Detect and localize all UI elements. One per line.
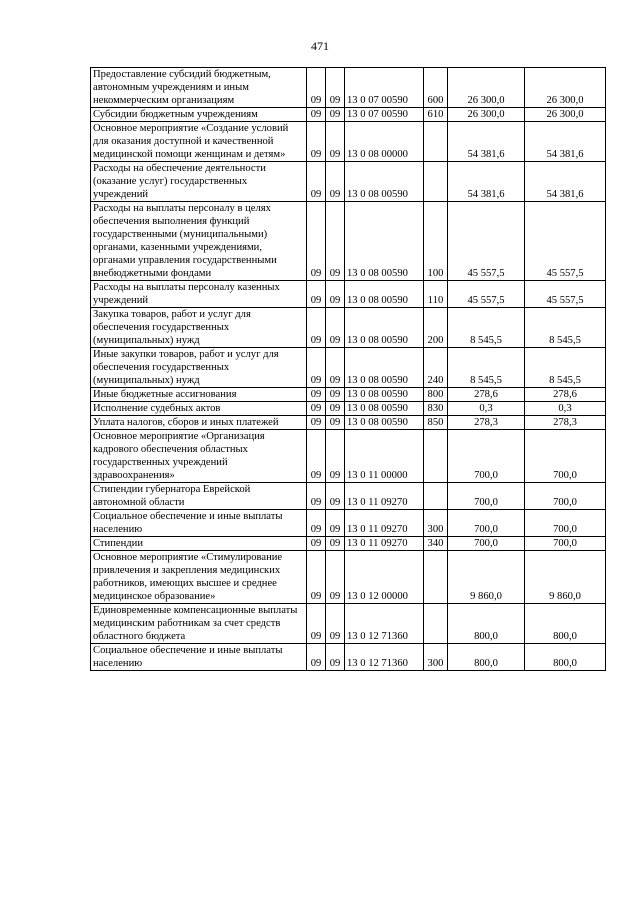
amount-1: 700,0 [448, 510, 525, 537]
subsection-code: 09 [326, 281, 345, 308]
row-name: Единовременные компенсационные выплаты медицинским работникам за счет средств областного бюджета [91, 604, 307, 644]
section-code: 09 [307, 108, 326, 122]
section-code: 09 [307, 402, 326, 416]
amount-2: 26 300,0 [525, 68, 606, 108]
expense-type-code: 800 [424, 388, 448, 402]
amount-1: 45 557,5 [448, 202, 525, 281]
expense-type-code: 600 [424, 68, 448, 108]
amount-1: 9 860,0 [448, 551, 525, 604]
row-name: Закупка товаров, работ и услуг для обеспечения государственных (муниципальных) нужд [91, 308, 307, 348]
section-code: 09 [307, 281, 326, 308]
table-row [91, 604, 606, 644]
expense-type-code: 110 [424, 281, 448, 308]
section-code: 09 [307, 162, 326, 202]
row-name: Расходы на обеспечение деятельности (оказание услуг) государственных учреждений [91, 162, 307, 202]
subsection-code: 09 [326, 202, 345, 281]
section-code: 09 [307, 348, 326, 388]
amount-2: 700,0 [525, 483, 606, 510]
table-row [91, 416, 606, 430]
table-row [91, 510, 606, 537]
target-article-code: 13 0 11 09270 [345, 510, 424, 537]
target-article-code: 13 0 08 00590 [345, 281, 424, 308]
page-number: 471 [311, 39, 329, 53]
row-name: Основное мероприятие «Организация кадрового обеспечения областных государственных учреждений здравоохранения» [91, 430, 307, 483]
amount-2: 700,0 [525, 510, 606, 537]
amount-1: 26 300,0 [448, 108, 525, 122]
expense-type-code [424, 122, 448, 162]
table-row [91, 644, 606, 671]
target-article-code: 13 0 11 09270 [345, 537, 424, 551]
section-code: 09 [307, 551, 326, 604]
expense-type-code: 100 [424, 202, 448, 281]
section-code: 09 [307, 308, 326, 348]
subsection-code: 09 [326, 551, 345, 604]
expense-type-code [424, 162, 448, 202]
section-code: 09 [307, 537, 326, 551]
row-name: Расходы на выплаты персоналу казенных учреждений [91, 281, 307, 308]
table-row [91, 348, 606, 388]
row-name: Социальное обеспечение и иные выплаты населению [91, 510, 307, 537]
subsection-code: 09 [326, 122, 345, 162]
amount-2: 26 300,0 [525, 108, 606, 122]
target-article-code: 13 0 08 00590 [345, 308, 424, 348]
target-article-code: 13 0 08 00590 [345, 388, 424, 402]
amount-1: 54 381,6 [448, 122, 525, 162]
table-row [91, 308, 606, 348]
section-code: 09 [307, 483, 326, 510]
table-row [91, 537, 606, 551]
table-row [91, 388, 606, 402]
table-row [91, 402, 606, 416]
target-article-code: 13 0 07 00590 [345, 68, 424, 108]
section-code: 09 [307, 510, 326, 537]
subsection-code: 09 [326, 430, 345, 483]
subsection-code: 09 [326, 402, 345, 416]
subsection-code: 09 [326, 68, 345, 108]
expense-type-code [424, 604, 448, 644]
expense-type-code: 200 [424, 308, 448, 348]
amount-2: 8 545,5 [525, 348, 606, 388]
row-name: Предоставление субсидий бюджетным, автономным учреждениям и иным некоммерческим организациям [91, 68, 307, 108]
amount-2: 800,0 [525, 644, 606, 671]
expense-type-code [424, 430, 448, 483]
section-code: 09 [307, 430, 326, 483]
amount-1: 8 545,5 [448, 308, 525, 348]
row-name: Исполнение судебных актов [91, 402, 307, 416]
subsection-code: 09 [326, 388, 345, 402]
row-name: Основное мероприятие «Создание условий для оказания доступной и качественной медицинской помощи женщинам и детям» [91, 122, 307, 162]
amount-1: 700,0 [448, 430, 525, 483]
table-row [91, 551, 606, 604]
subsection-code: 09 [326, 604, 345, 644]
amount-1: 26 300,0 [448, 68, 525, 108]
subsection-code: 09 [326, 308, 345, 348]
subsection-code: 09 [326, 510, 345, 537]
section-code: 09 [307, 202, 326, 281]
amount-1: 278,3 [448, 416, 525, 430]
expense-type-code [424, 551, 448, 604]
amount-1: 800,0 [448, 644, 525, 671]
target-article-code: 13 0 11 09270 [345, 483, 424, 510]
amount-1: 8 545,5 [448, 348, 525, 388]
target-article-code: 13 0 12 00000 [345, 551, 424, 604]
amount-2: 45 557,5 [525, 202, 606, 281]
row-name: Стипендии губернатора Еврейской автономной области [91, 483, 307, 510]
budget-table [90, 67, 606, 671]
amount-1: 278,6 [448, 388, 525, 402]
amount-1: 45 557,5 [448, 281, 525, 308]
table-row [91, 162, 606, 202]
subsection-code: 09 [326, 483, 345, 510]
amount-1: 700,0 [448, 483, 525, 510]
amount-1: 54 381,6 [448, 162, 525, 202]
target-article-code: 13 0 07 00590 [345, 108, 424, 122]
section-code: 09 [307, 604, 326, 644]
table-row [91, 122, 606, 162]
table-row [91, 108, 606, 122]
subsection-code: 09 [326, 348, 345, 388]
subsection-code: 09 [326, 644, 345, 671]
subsection-code: 09 [326, 108, 345, 122]
target-article-code: 13 0 08 00000 [345, 122, 424, 162]
amount-1: 700,0 [448, 537, 525, 551]
amount-2: 0,3 [525, 402, 606, 416]
section-code: 09 [307, 388, 326, 402]
amount-2: 54 381,6 [525, 122, 606, 162]
table-row [91, 68, 606, 108]
amount-2: 9 860,0 [525, 551, 606, 604]
expense-type-code [424, 483, 448, 510]
row-name: Иные закупки товаров, работ и услуг для обеспечения государственных (муниципальных) нужд [91, 348, 307, 388]
row-name: Субсидии бюджетным учреждениям [91, 108, 307, 122]
row-name: Социальное обеспечение и иные выплаты населению [91, 644, 307, 671]
expense-type-code: 240 [424, 348, 448, 388]
expense-type-code: 300 [424, 510, 448, 537]
table-row [91, 430, 606, 483]
table-row [91, 483, 606, 510]
row-name: Стипендии [91, 537, 307, 551]
expense-type-code: 610 [424, 108, 448, 122]
amount-1: 800,0 [448, 604, 525, 644]
row-name: Основное мероприятие «Стимулирование привлечения и закрепления медицинских работников, имеющих высшее и среднее медицинское образование» [91, 551, 307, 604]
row-name: Уплата налогов, сборов и иных платежей [91, 416, 307, 430]
expense-type-code: 850 [424, 416, 448, 430]
target-article-code: 13 0 12 71360 [345, 604, 424, 644]
target-article-code: 13 0 08 00590 [345, 202, 424, 281]
table-row [91, 202, 606, 281]
amount-2: 700,0 [525, 430, 606, 483]
target-article-code: 13 0 12 71360 [345, 644, 424, 671]
target-article-code: 13 0 08 00590 [345, 416, 424, 430]
subsection-code: 09 [326, 416, 345, 430]
table-row [91, 281, 606, 308]
amount-2: 278,6 [525, 388, 606, 402]
expense-type-code: 830 [424, 402, 448, 416]
row-name: Расходы на выплаты персоналу в целях обеспечения выполнения функций государственными (муниципальными) органами, казенными учреждениями, органами управления государственными внебюджетными фондами [91, 202, 307, 281]
target-article-code: 13 0 08 00590 [345, 162, 424, 202]
amount-2: 700,0 [525, 537, 606, 551]
row-name: Иные бюджетные ассигнования [91, 388, 307, 402]
target-article-code: 13 0 11 00000 [345, 430, 424, 483]
expense-type-code: 340 [424, 537, 448, 551]
section-code: 09 [307, 122, 326, 162]
amount-2: 54 381,6 [525, 162, 606, 202]
target-article-code: 13 0 08 00590 [345, 402, 424, 416]
section-code: 09 [307, 416, 326, 430]
amount-2: 8 545,5 [525, 308, 606, 348]
target-article-code: 13 0 08 00590 [345, 348, 424, 388]
expense-type-code: 300 [424, 644, 448, 671]
subsection-code: 09 [326, 162, 345, 202]
amount-2: 278,3 [525, 416, 606, 430]
section-code: 09 [307, 68, 326, 108]
subsection-code: 09 [326, 537, 345, 551]
amount-1: 0,3 [448, 402, 525, 416]
amount-2: 45 557,5 [525, 281, 606, 308]
section-code: 09 [307, 644, 326, 671]
amount-2: 800,0 [525, 604, 606, 644]
